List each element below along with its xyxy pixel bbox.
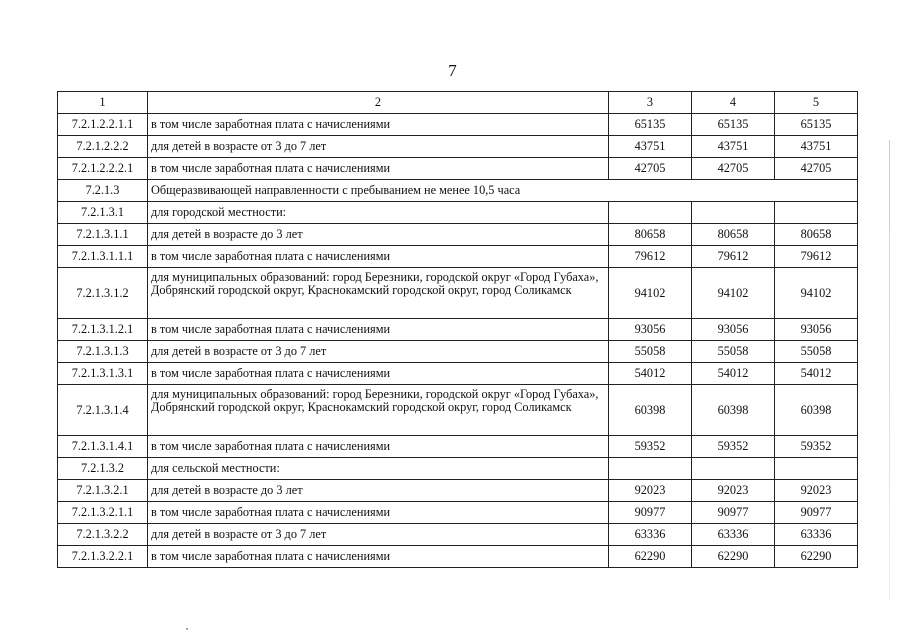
value-col-3: 62290 (609, 546, 692, 568)
value-col-4: 59352 (692, 436, 775, 458)
value-col-5: 43751 (775, 136, 858, 158)
row-name: в том числе заработная плата с начислениями (148, 114, 609, 136)
row-name: для муниципальных образований: город Березники, городской округ «Город Губаха», Добрянский городской округ, Краснокамский городской округ, город Соликамск (148, 268, 609, 319)
row-code: 7.2.1.2.2.2 (58, 136, 148, 158)
table-row (58, 546, 858, 568)
table-row (58, 341, 858, 363)
table-row (58, 480, 858, 502)
value-col-4 (692, 458, 775, 480)
value-col-5: 63336 (775, 524, 858, 546)
row-code: 7.2.1.3.1.1.1 (58, 246, 148, 268)
row-name: для детей в возрасте от 3 до 7 лет (148, 524, 609, 546)
row-name: в том числе заработная плата с начислениями (148, 319, 609, 341)
row-code: 7.2.1.3.1.4.1 (58, 436, 148, 458)
page-number: 7 (448, 61, 457, 80)
table-row (58, 436, 858, 458)
value-col-5: 65135 (775, 114, 858, 136)
value-col-5 (775, 458, 858, 480)
row-code: 7.2.1.3.1.1 (58, 224, 148, 246)
value-col-5: 55058 (775, 341, 858, 363)
row-name: для детей в возрасте от 3 до 7 лет (148, 341, 609, 363)
value-col-4: 93056 (692, 319, 775, 341)
table-row (58, 180, 858, 202)
column-header: 2 (148, 92, 609, 114)
row-code: 7.2.1.3.1.4 (58, 385, 148, 436)
value-col-4: 79612 (692, 246, 775, 268)
row-name: для сельской местности: (148, 458, 609, 480)
value-col-3: 55058 (609, 341, 692, 363)
table-row (58, 319, 858, 341)
table-header-row (58, 92, 858, 114)
value-col-3: 63336 (609, 524, 692, 546)
column-header: 4 (692, 92, 775, 114)
row-code: 7.2.1.3.2.2 (58, 524, 148, 546)
row-code: 7.2.1.3.2.1.1 (58, 502, 148, 524)
value-col-5: 80658 (775, 224, 858, 246)
column-header: 3 (609, 92, 692, 114)
value-col-3 (609, 458, 692, 480)
row-name: в том числе заработная плата с начислениями (148, 546, 609, 568)
value-col-3: 80658 (609, 224, 692, 246)
value-col-4: 55058 (692, 341, 775, 363)
value-col-3: 54012 (609, 363, 692, 385)
value-col-5: 79612 (775, 246, 858, 268)
row-code: 7.2.1.3 (58, 180, 148, 202)
row-name: для городской местности: (148, 202, 609, 224)
row-code: 7.2.1.3.1.3.1 (58, 363, 148, 385)
value-col-4: 90977 (692, 502, 775, 524)
row-code: 7.2.1.2.2.2.1 (58, 158, 148, 180)
row-name: в том числе заработная плата с начислениями (148, 158, 609, 180)
cost-table (57, 91, 858, 568)
row-code: 7.2.1.3.2.2.1 (58, 546, 148, 568)
column-header: 1 (58, 92, 148, 114)
row-name: в том числе заработная плата с начислениями (148, 246, 609, 268)
table-row (58, 224, 858, 246)
table-row (58, 114, 858, 136)
value-col-4: 54012 (692, 363, 775, 385)
row-name: Общеразвивающей направленности с пребыванием не менее 10,5 часа (148, 180, 858, 202)
table-row (58, 524, 858, 546)
value-col-3: 65135 (609, 114, 692, 136)
table-row (58, 246, 858, 268)
row-code: 7.2.1.3.2.1 (58, 480, 148, 502)
value-col-4: 42705 (692, 158, 775, 180)
scan-speck (186, 628, 188, 630)
value-col-5: 42705 (775, 158, 858, 180)
value-col-3: 79612 (609, 246, 692, 268)
row-name: в том числе заработная плата с начислениями (148, 363, 609, 385)
table-row (58, 385, 858, 436)
row-name: для детей в возрасте до 3 лет (148, 480, 609, 502)
row-code: 7.2.1.3.1 (58, 202, 148, 224)
scan-edge-shadow (889, 140, 890, 600)
value-col-4: 43751 (692, 136, 775, 158)
value-col-5: 59352 (775, 436, 858, 458)
value-col-3: 43751 (609, 136, 692, 158)
value-col-4: 60398 (692, 385, 775, 436)
value-col-3: 90977 (609, 502, 692, 524)
column-header: 5 (775, 92, 858, 114)
value-col-5: 93056 (775, 319, 858, 341)
row-name: в том числе заработная плата с начислениями (148, 502, 609, 524)
value-col-3 (609, 202, 692, 224)
table-row (58, 202, 858, 224)
value-col-3: 59352 (609, 436, 692, 458)
value-col-5: 94102 (775, 268, 858, 319)
value-col-3: 94102 (609, 268, 692, 319)
value-col-3: 60398 (609, 385, 692, 436)
value-col-5: 92023 (775, 480, 858, 502)
row-code: 7.2.1.2.2.1.1 (58, 114, 148, 136)
value-col-3: 93056 (609, 319, 692, 341)
row-name: для детей в возрасте до 3 лет (148, 224, 609, 246)
value-col-5: 60398 (775, 385, 858, 436)
value-col-4: 94102 (692, 268, 775, 319)
value-col-4: 63336 (692, 524, 775, 546)
row-code: 7.2.1.3.2 (58, 458, 148, 480)
table-row (58, 458, 858, 480)
value-col-4: 65135 (692, 114, 775, 136)
table-row (58, 136, 858, 158)
value-col-5: 54012 (775, 363, 858, 385)
value-col-4 (692, 202, 775, 224)
row-code: 7.2.1.3.1.2 (58, 268, 148, 319)
row-name: для муниципальных образований: город Березники, городской округ «Город Губаха», Добрянский городской округ, Краснокамский городской округ, город Соликамск (148, 385, 609, 436)
table-row (58, 502, 858, 524)
table-row (58, 363, 858, 385)
value-col-4: 92023 (692, 480, 775, 502)
row-name: в том числе заработная плата с начислениями (148, 436, 609, 458)
value-col-3: 42705 (609, 158, 692, 180)
table-row (58, 158, 858, 180)
value-col-5: 62290 (775, 546, 858, 568)
row-code: 7.2.1.3.1.3 (58, 341, 148, 363)
row-name: для детей в возрасте от 3 до 7 лет (148, 136, 609, 158)
value-col-3: 92023 (609, 480, 692, 502)
value-col-4: 62290 (692, 546, 775, 568)
value-col-5 (775, 202, 858, 224)
row-code: 7.2.1.3.1.2.1 (58, 319, 148, 341)
value-col-4: 80658 (692, 224, 775, 246)
value-col-5: 90977 (775, 502, 858, 524)
table-row (58, 268, 858, 319)
